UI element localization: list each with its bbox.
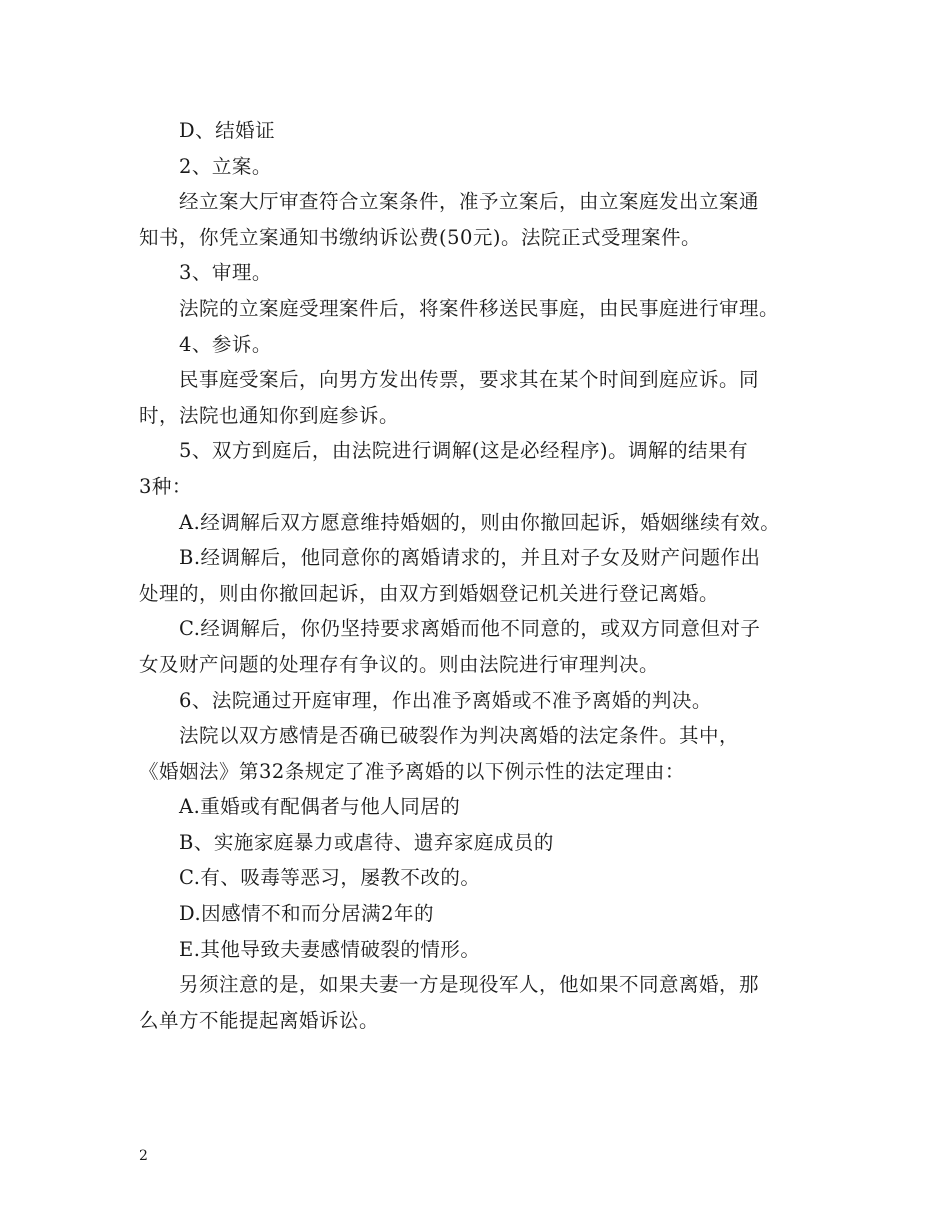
paragraph-line: 5、双方到庭后，由法院进行调解(这是必经程序)。调解的结果有 bbox=[179, 439, 749, 463]
paragraph-line: C.有、吸毒等恶习，屡教不改的。 bbox=[179, 866, 481, 890]
paragraph-line: B.经调解后，他同意你的离婚请求的，并且对子女及财产问题作出 bbox=[179, 546, 761, 570]
paragraph-line: 4、参诉。 bbox=[179, 332, 272, 356]
paragraph-line: 么单方不能提起离婚诉讼。 bbox=[139, 1008, 380, 1032]
paragraph-line: 3种： bbox=[139, 474, 192, 498]
paragraph-line: 法院以双方感情是否确已破裂作为判决离婚的法定条件。其中， bbox=[179, 724, 740, 748]
paragraph-line: 民事庭受案后，向男方发出传票，要求其在某个时间到庭应诉。同 bbox=[179, 368, 760, 392]
page-number: 2 bbox=[139, 1148, 148, 1164]
paragraph-line: 3、审理。 bbox=[179, 261, 272, 285]
paragraph-line: 《婚姻法》第32条规定了准予离婚的以下例示性的法定理由： bbox=[139, 759, 685, 783]
paragraph-line: 知书，你凭立案通知书缴纳诉讼费(50元)。法院正式受理案件。 bbox=[139, 225, 702, 249]
paragraph-line: 时，法院也通知你到庭参诉。 bbox=[139, 403, 400, 427]
document-body bbox=[139, 113, 829, 1038]
paragraph-line: E.其他导致夫妻感情破裂的情形。 bbox=[179, 937, 481, 961]
paragraph-line: 处理的，则由你撤回起诉，由双方到婚姻登记机关进行登记离婚。 bbox=[139, 581, 720, 605]
paragraph-line: 2、立案。 bbox=[179, 154, 272, 178]
paragraph-line: 经立案大厅审查符合立案条件，准予立案后，由立案庭发出立案通 bbox=[179, 190, 760, 214]
paragraph-line: A.经调解后双方愿意维持婚姻的，则由你撤回起诉，婚姻继续有效。 bbox=[179, 510, 781, 534]
paragraph-line: 另须注意的是，如果夫妻一方是现役军人，他如果不同意离婚，那 bbox=[179, 973, 760, 997]
paragraph-line: D、结婚证 bbox=[179, 119, 276, 142]
paragraph-line: 女及财产问题的处理存有争议的。则由法院进行审理判决。 bbox=[139, 652, 660, 676]
paragraph-line: A.重婚或有配偶者与他人同居的 bbox=[179, 795, 461, 819]
paragraph-line: 法院的立案庭受理案件后，将案件移送民事庭，由民事庭进行审理。 bbox=[179, 296, 780, 320]
paragraph-line: B、实施家庭暴力或虐待、遗弃家庭成员的 bbox=[179, 830, 554, 854]
paragraph-line: C.经调解后，你仍坚持要求离婚而他不同意的，或双方同意但对子 bbox=[179, 617, 761, 641]
paragraph-line: 6、法院通过开庭审理，作出准予离婚或不准予离婚的判决。 bbox=[179, 688, 712, 712]
paragraph-line: D.因感情不和而分居满2年的 bbox=[179, 902, 435, 926]
